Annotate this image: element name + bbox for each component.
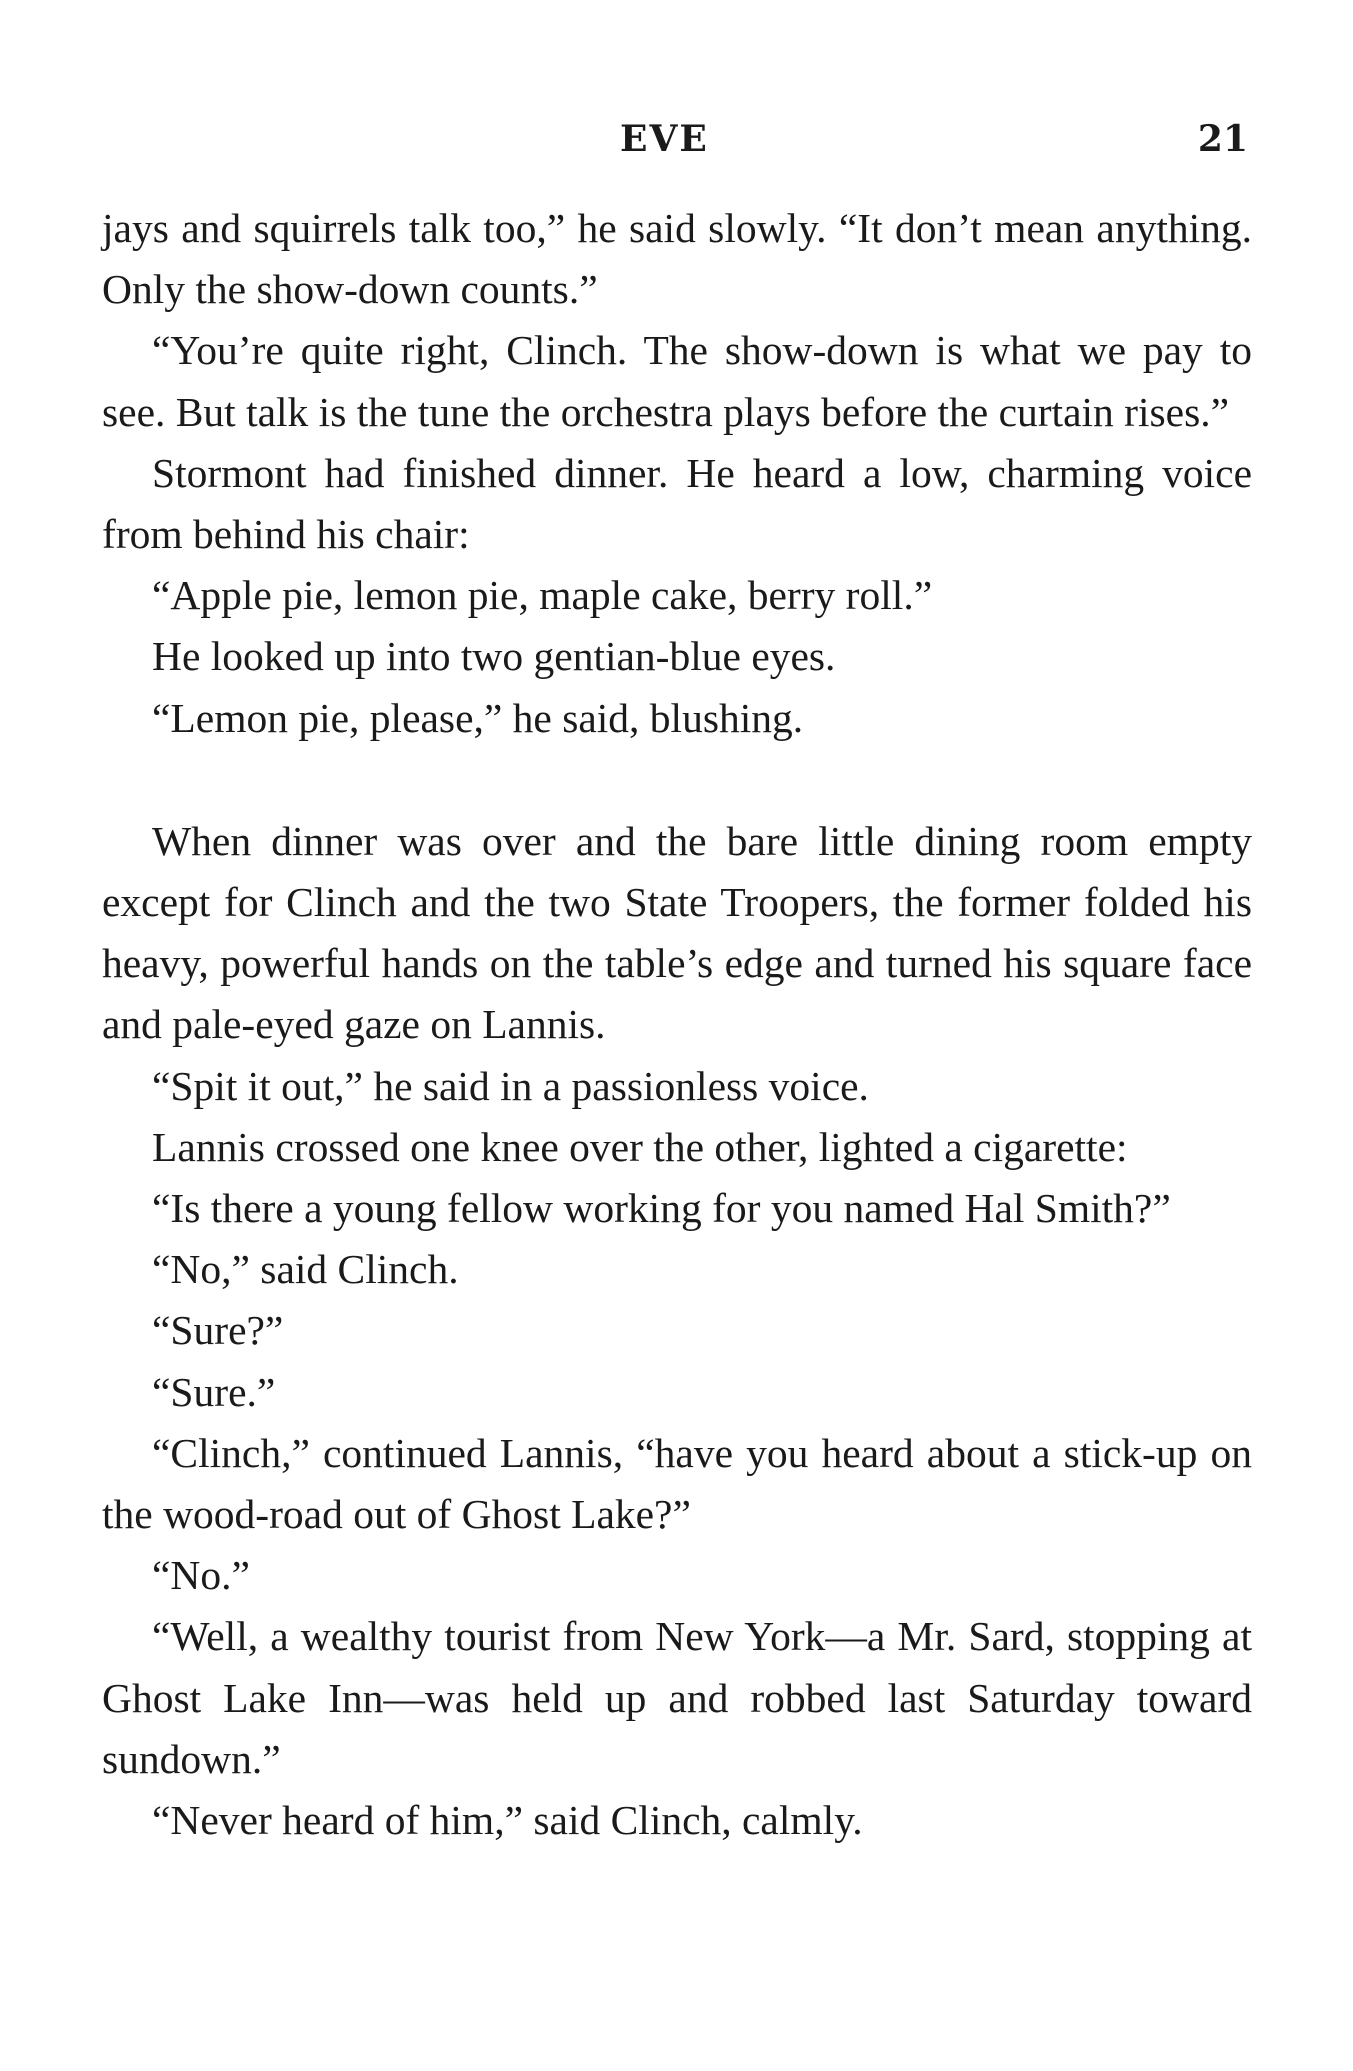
paragraph: “You’re quite right, Clinch. The show-down is what we pay to see. But talk is the tune the orchestra plays before the curtain rises.” [102,327,1252,435]
page-header [0,118,1353,168]
paragraph: Lannis crossed one knee over the other, lighted a cigarette: [152,1123,1128,1170]
paragraph: “Apple pie, lemon pie, maple cake, berry roll.” [152,572,933,619]
paragraph: “Spit it out,” he said in a passionless voice. [152,1062,869,1109]
paragraph: “Clinch,” continued Lannis, “have you heard about a stick-up on the wood-road out of Ghost Lake?” [102,1429,1252,1538]
paragraph-continuation: jays and squirrels talk too,” he said slowly. “It don’t mean anything. Only the show-down counts.” [102,205,1252,313]
page-number: 21 [1197,118,1248,160]
paragraph: Stormont had finished dinner. He heard a low, charming voice from behind his chair: [102,449,1252,558]
running-head: EVE [620,118,709,160]
paragraph: “Sure?” [152,1307,284,1354]
section-break [102,749,1252,811]
paragraph: He looked up into two gentian-blue eyes. [152,633,836,680]
paragraph: When dinner was over and the bare little dining room empty except for Clinch and the two State Troopers, the former folded his heavy, powerful hands on the table’s edge and turned his square face and pale-eyed gaze on Lannis. [102,817,1252,1048]
page-body [102,198,1252,1851]
paragraph: “Well, a wealthy tourist from New York—a Mr. Sard, stopping at Ghost Lake Inn—was held up and robbed last Saturday toward sundown.” [102,1613,1252,1782]
paragraph: “Lemon pie, please,” he said, blushing. [152,694,804,741]
paragraph: “Never heard of him,” said Clinch, calmly. [152,1797,863,1844]
paragraph: “No.” [152,1552,250,1599]
paragraph: “Is there a young fellow working for you named Hal Smith?” [152,1185,1171,1232]
paragraph: “No,” said Clinch. [152,1246,459,1293]
paragraph: “Sure.” [152,1368,276,1415]
